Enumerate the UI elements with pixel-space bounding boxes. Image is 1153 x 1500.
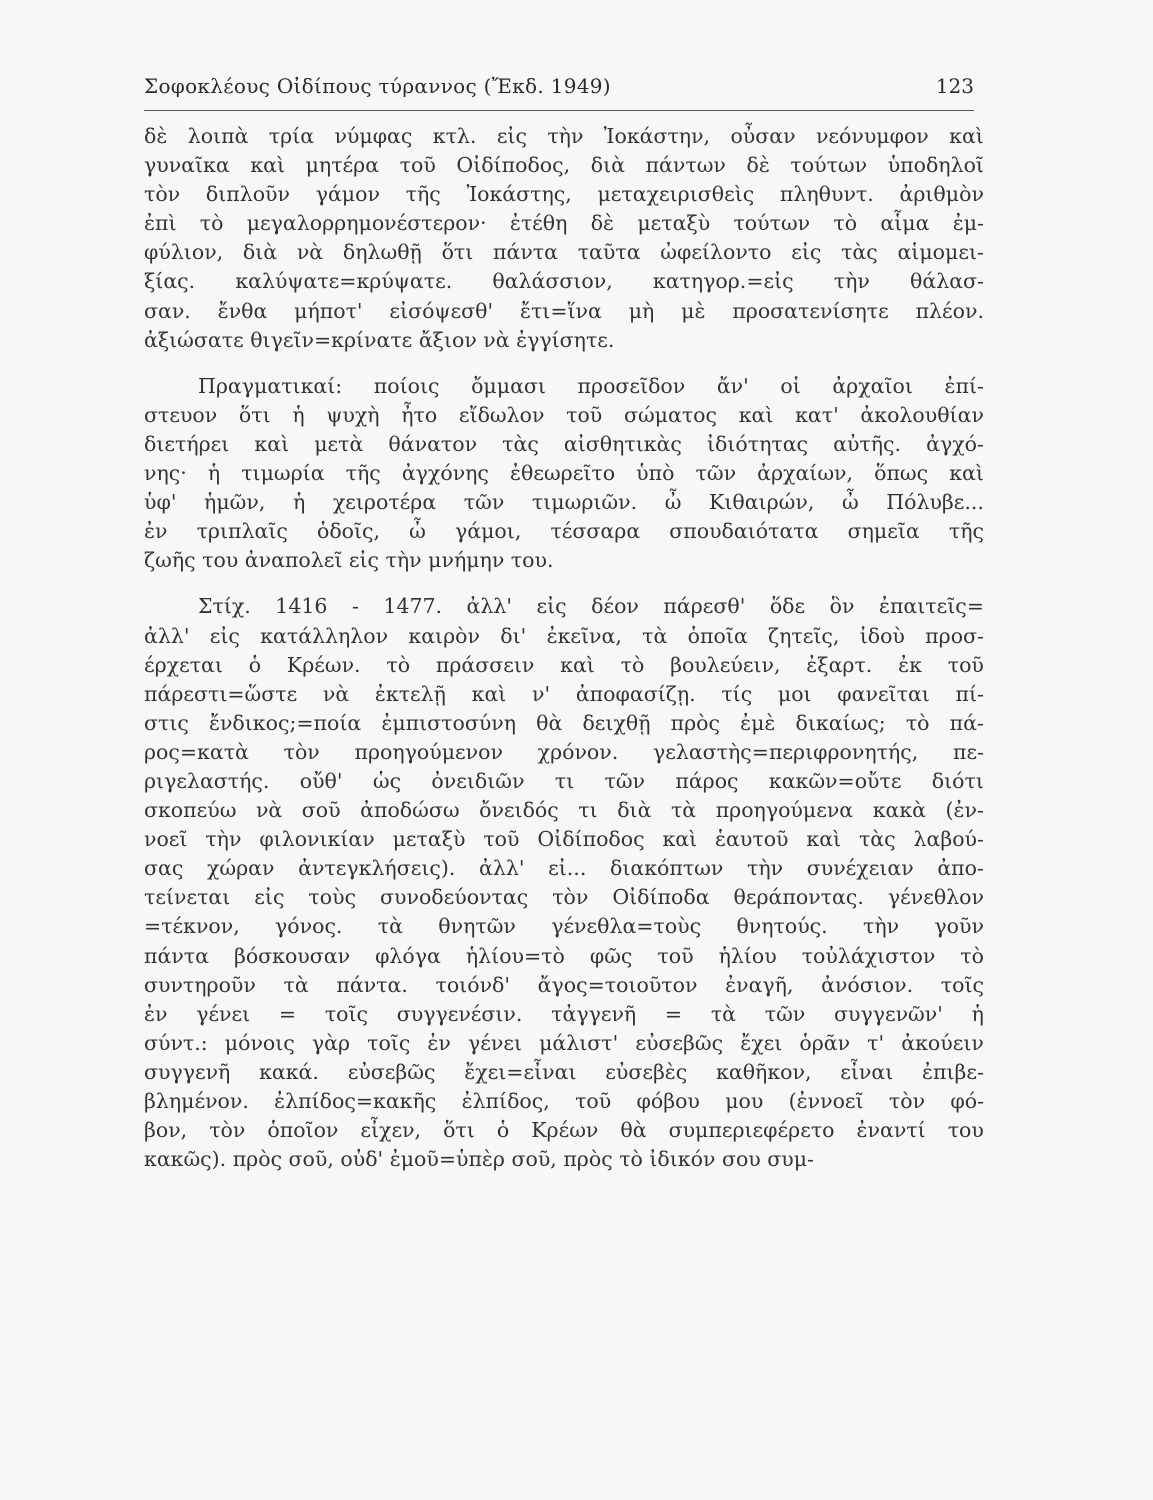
text-line: πάντα βόσκουσαν φλόγα ἡλίου=τὸ φῶς τοῦ ἡλίου τοὐλάχιστον τὸ: [144, 943, 984, 968]
paragraph: [144, 592, 984, 1174]
text-line: βον, τὸν ὁποῖον εἶχεν, ὅτι ὁ Κρέων θὰ συμπεριεφέρετο ἐναντί του: [144, 1118, 984, 1143]
text-line: ριγελαστής. οὔθ' ὡς ὀνειδιῶν τι τῶν πάρος κακῶν=οὔτε διότι: [144, 768, 984, 793]
text-line: ρος=κατὰ τὸν προηγούμενον χρόνον. γελαστὴς=περιφρονητής, πε-: [144, 739, 984, 764]
page-header: [144, 74, 974, 108]
text-line: =τέκνον, γόνος. τὰ θνητῶν γένεθλα=τοὺς θνητούς. τὴν γοῦν: [144, 914, 984, 939]
text-line: έρχεται ὁ Κρέων. τὸ πράσσειν καὶ τὸ βουλεύειν, ἐξαρτ. ἐκ τοῦ: [144, 652, 984, 677]
text-line: ἐν τριπλαῖς ὁδοῖς, ὦ γάμοι, τέσσαρα σπουδαιότατα σημεῖα τῆς: [144, 519, 984, 544]
text-line: νοεῖ τὴν φιλονικίαν μεταξὺ τοῦ Οἰδίποδος καὶ ἑαυτοῦ καὶ τὰς λαβού-: [144, 827, 984, 852]
text-line: Στίχ. 1416 - 1477. ἀλλ' εἰς δέον πάρεσθ' ὅδε ὃν ἐπαιτεῖς=: [198, 594, 984, 619]
text-line: ἐπὶ τὸ μεγαλορρημονέστερον· ἐτέθη δὲ μεταξὺ τούτων τὸ αἷμα ἐμ-: [144, 211, 984, 236]
text-line: στις ἔνδικος;=ποία ἐμπιστοσύνη θὰ δειχθῇ πρὸς ἐμὲ δικαίως; τὸ πά-: [144, 710, 984, 735]
body-text: [144, 122, 984, 1174]
running-title: Σοφοκλέους Οἰδίπους τύραννος (Ἔκδ. 1949): [144, 74, 611, 98]
text-line: συντηροῦν τὰ πάντα. τοιόνδ' ἄγος=τοιοῦτον ἐναγῆ, ἀνόσιον. τοῖς: [144, 972, 984, 997]
text-line: δὲ λοιπὰ τρία νύμφας κτλ. εἰς τὴν Ἰοκάστην, οὖσαν νεόνυμφον καὶ: [144, 124, 984, 148]
text-line: Πραγματικαί: ποίοις ὄμμασι προσεῖδον ἄν' οἱ ἀρχαῖοι ἐπί-: [198, 373, 984, 398]
page-number: 123: [935, 74, 974, 98]
header-rule: [144, 110, 974, 111]
text-line: στευον ὅτι ἡ ψυχὴ ἦτο εἴδωλον τοῦ σώματος καὶ κατ' ἀκολουθίαν: [144, 402, 984, 427]
text-line: ζωῆς του ἀναπολεῖ εἰς τὴν μνήμην του.: [144, 548, 554, 573]
text-line: σας χώραν ἀντεγκλήσεις). ἀλλ' εἰ... διακόπτων τὴν συνέχειαν ἀπο-: [144, 856, 984, 881]
text-line: συγγενῆ κακά. εὐσεβῶς ἔχει=εἶναι εὐσεβὲς καθῆκον, εἶναι ἐπιβε-: [144, 1059, 984, 1084]
text-line: νης· ἡ τιμωρία τῆς ἀγχόνης ἐθεωρεῖτο ὑπὸ τῶν ἀρχαίων, ὅπως καὶ: [144, 461, 984, 486]
text-line: κακῶς). πρὸς σοῦ, οὐδ' ἐμοῦ=ὑπὲρ σοῦ, πρὸς τὸ ἰδικόν σου συμ-: [144, 1147, 814, 1172]
paragraph-gap: [144, 575, 984, 592]
text-line: ὑφ' ἡμῶν, ἡ χειροτέρα τῶν τιμωριῶν. ὦ Κιθαιρών, ὦ Πόλυβε...: [144, 490, 984, 515]
text-line: ἐν γένει = τοῖς συγγενέσιν. τἀγγενῆ = τὰ τῶν συγγενῶν' ἡ: [144, 1001, 984, 1026]
paragraph: [144, 372, 984, 576]
text-line: σαν. ἔνθα μήποτ' εἰσόψεσθ' ἔτι=ἵνα μὴ μὲ προσατενίσητε πλέον.: [144, 298, 984, 323]
text-line: ξίας. καλύψατε=κρύψατε. θαλάσσιον, κατηγορ.=εἰς τὴν θάλασ-: [144, 269, 984, 294]
text-line: διετήρει καὶ μετὰ θάνατον τὰς αἰσθητικὰς ἰδιότητας αὐτῆς. ἀγχό-: [144, 431, 984, 456]
text-line: φύλιον, διὰ νὰ δηλωθῇ ὅτι πάντα ταῦτα ὠφείλοντο εἰς τὰς αἱμομει-: [144, 240, 984, 265]
text-line: ἀξιώσατε θιγεῖν=κρίνατε ἄξιον νὰ ἐγγίσητε.: [144, 327, 615, 352]
text-line: τείνεται εἰς τοὺς συνοδεύοντας τὸν Οἰδίποδα θεράποντας. γένεθλον: [144, 885, 984, 910]
text-line: βλημένον. ἐλπίδος=κακῆς ἐλπίδος, τοῦ φόβου μου (ἐννοεῖ τὸν φό-: [144, 1089, 984, 1113]
text-line: τὸν διπλοῦν γάμον τῆς Ἰοκάστης, μεταχειρισθεὶς πληθυντ. ἀριθμὸν: [144, 182, 984, 207]
paragraph: [144, 122, 984, 355]
text-line: ἀλλ' εἰς κατάλληλον καιρὸν δι' ἐκεῖνα, τὰ ὁποῖα ζητεῖς, ἰδοὺ προσ-: [144, 623, 984, 648]
text-line: πάρεστι=ὥστε νὰ ἐκτελῇ καὶ ν' ἀποφασίζῃ. τίς μοι φανεῖται πί-: [144, 681, 984, 706]
text-line: σκοπεύω νὰ σοῦ ἀποδώσω ὄνειδός τι διὰ τὰ προηγούμενα κακὰ (ἐν-: [144, 798, 984, 823]
text-line: σύντ.: μόνοις γὰρ τοῖς ἐν γένει μάλιστ' εὐσεβῶς ἔχει ὁρᾶν τ' ἀκούειν: [144, 1030, 984, 1055]
paragraph-gap: [144, 355, 984, 372]
text-line: γυναῖκα καὶ μητέρα τοῦ Οἰδίποδος, διὰ πάντων δὲ τούτων ὑποδηλοῖ: [144, 153, 984, 178]
